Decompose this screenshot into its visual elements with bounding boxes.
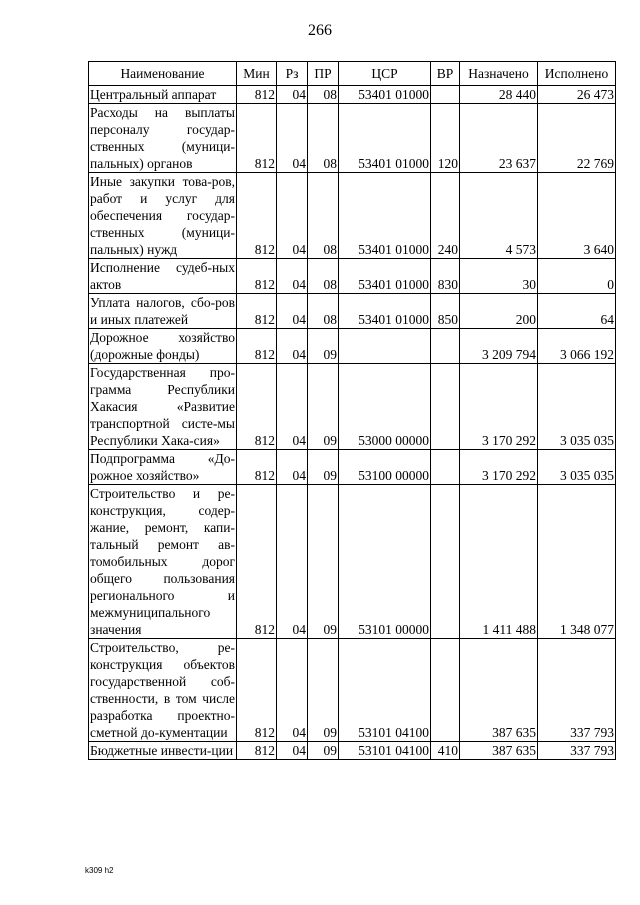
row-rz: 04 [277, 104, 308, 173]
row-name: Иные закупки това-ров, работ и услуг для обеспечения государ-ственных (муници-пальных) нужд [90, 174, 235, 257]
row-csr: 53101 00000 [339, 485, 431, 639]
row-name: Дорожное хозяйство (дорожные фонды) [90, 330, 235, 362]
row-min: 812 [237, 294, 277, 329]
row-rz: 04 [277, 259, 308, 294]
row-assigned: 30 [460, 259, 538, 294]
row-min: 812 [237, 173, 277, 259]
row-name: Уплата налогов, сбо-ров и иных платежей [90, 295, 235, 327]
row-min: 812 [237, 485, 277, 639]
row-vr: 830 [431, 259, 460, 294]
header-executed: Исполнено [538, 62, 616, 86]
row-name: Государственная про-грамма Республики Хакасия «Развитие транспортной систе-мы Республики Хака-сия» [90, 365, 235, 448]
row-assigned: 387 635 [460, 742, 538, 760]
row-name: Строительство и ре-конструкция, содер-жание, ремонт, капи-тальный ремонт ав-томобильных дорог общего пользования регионального и межмуниципального значения [90, 486, 235, 637]
row-csr: 53100 00000 [339, 450, 431, 485]
row-assigned: 4 573 [460, 173, 538, 259]
row-csr: 53401 01000 [339, 104, 431, 173]
row-pr: 09 [308, 742, 339, 760]
row-pr: 08 [308, 104, 339, 173]
row-name: Центральный аппарат [89, 86, 237, 104]
table-row [89, 364, 616, 450]
row-vr [431, 329, 460, 364]
header-csr: ЦСР [339, 62, 431, 86]
header-name: Наименование [89, 62, 237, 86]
row-pr: 09 [308, 364, 339, 450]
row-vr [431, 485, 460, 639]
table-row [89, 294, 616, 329]
row-executed: 1 348 077 [538, 485, 616, 639]
row-rz: 04 [277, 485, 308, 639]
row-vr: 240 [431, 173, 460, 259]
row-rz: 04 [277, 86, 308, 104]
header-pr: ПР [308, 62, 339, 86]
row-min: 812 [237, 104, 277, 173]
row-pr: 08 [308, 173, 339, 259]
row-min: 812 [237, 86, 277, 104]
header-min: Мин [237, 62, 277, 86]
row-name: Бюджетные инвести-ции [89, 742, 237, 760]
row-csr: 53101 04100 [339, 639, 431, 742]
row-rz: 04 [277, 742, 308, 760]
row-executed: 3 066 192 [538, 329, 616, 364]
row-vr [431, 450, 460, 485]
table-header-row [89, 62, 616, 86]
row-name: Строительство, ре-конструкция объектов государственной соб-ственности, в том числе разработка проектно-сметной до-кументации [90, 640, 235, 740]
row-csr: 53401 01000 [339, 259, 431, 294]
row-executed: 26 473 [538, 86, 616, 104]
header-assigned: Назначено [460, 62, 538, 86]
row-vr: 850 [431, 294, 460, 329]
row-name: Подпрограмма «До-рожное хозяйство» [90, 451, 235, 483]
row-pr: 09 [308, 485, 339, 639]
row-executed: 64 [538, 294, 616, 329]
row-name: Исполнение судеб-ных актов [90, 260, 235, 292]
row-pr: 09 [308, 639, 339, 742]
row-assigned: 200 [460, 294, 538, 329]
row-assigned: 3 209 794 [460, 329, 538, 364]
row-vr: 410 [431, 742, 460, 760]
row-pr: 09 [308, 329, 339, 364]
page-number: 266 [308, 22, 332, 39]
row-assigned: 28 440 [460, 86, 538, 104]
row-assigned: 3 170 292 [460, 364, 538, 450]
row-executed: 0 [538, 259, 616, 294]
row-csr: 53401 01000 [339, 86, 431, 104]
table-row [89, 485, 616, 639]
row-csr: 53101 04100 [339, 742, 431, 760]
row-executed: 337 793 [538, 742, 616, 760]
row-csr [339, 329, 431, 364]
row-rz: 04 [277, 639, 308, 742]
row-executed: 22 769 [538, 104, 616, 173]
footer-code: k309 h2 [85, 866, 114, 875]
row-executed: 3 035 035 [538, 364, 616, 450]
row-assigned: 3 170 292 [460, 450, 538, 485]
row-min: 812 [237, 364, 277, 450]
table-row [89, 450, 616, 485]
row-csr: 53401 01000 [339, 294, 431, 329]
budget-table [88, 61, 616, 760]
table-row [89, 742, 616, 760]
table-row [89, 639, 616, 742]
row-min: 812 [237, 742, 277, 760]
row-csr: 53401 01000 [339, 173, 431, 259]
row-name: Расходы на выплаты персоналу государ-ственных (муници-пальных) органов [90, 105, 235, 171]
row-csr: 53000 00000 [339, 364, 431, 450]
row-rz: 04 [277, 294, 308, 329]
row-vr [431, 639, 460, 742]
row-executed: 3 640 [538, 173, 616, 259]
table-row [89, 259, 616, 294]
row-executed: 3 035 035 [538, 450, 616, 485]
row-rz: 04 [277, 329, 308, 364]
table-row [89, 104, 616, 173]
table-row [89, 86, 616, 104]
header-vr: ВР [431, 62, 460, 86]
header-rz: Рз [277, 62, 308, 86]
row-rz: 04 [277, 173, 308, 259]
table-row [89, 329, 616, 364]
row-min: 812 [237, 329, 277, 364]
row-min: 812 [237, 259, 277, 294]
row-pr: 09 [308, 450, 339, 485]
row-executed: 337 793 [538, 639, 616, 742]
row-assigned: 23 637 [460, 104, 538, 173]
row-pr: 08 [308, 259, 339, 294]
row-pr: 08 [308, 294, 339, 329]
row-min: 812 [237, 639, 277, 742]
row-pr: 08 [308, 86, 339, 104]
row-vr [431, 86, 460, 104]
row-assigned: 387 635 [460, 639, 538, 742]
table-row [89, 173, 616, 259]
row-vr: 120 [431, 104, 460, 173]
row-vr [431, 364, 460, 450]
row-assigned: 1 411 488 [460, 485, 538, 639]
row-rz: 04 [277, 450, 308, 485]
row-rz: 04 [277, 364, 308, 450]
row-min: 812 [237, 450, 277, 485]
